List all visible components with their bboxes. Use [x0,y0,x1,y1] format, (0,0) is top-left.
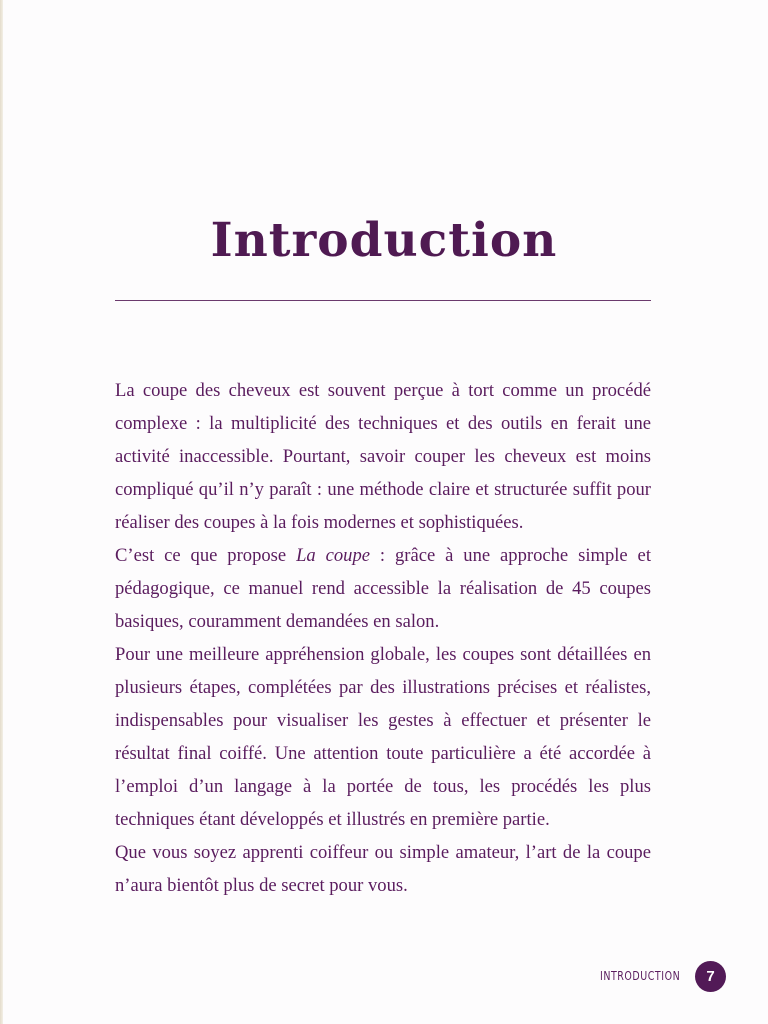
paragraph-1-text: La coupe des cheveux est souvent perçue à tort comme un procédé complexe : la multiplicité des techniques et des outils en ferait une activité inaccessible. Pourtant, savoir couper les cheveux est moins compliqué qu’il n’y paraît : une méthode claire et structurée suffit pour réaliser des coupes à la fois modernes et sophistiquées. [115,380,651,533]
paragraph-2-text-start: C’est ce que propose [115,545,297,566]
page-title: Introduction [210,213,558,268]
body-text [115,374,651,902]
paragraph-4 [115,836,651,902]
paragraph-3 [115,638,651,836]
footer-section-label: INTRODUCTION [600,969,681,983]
paragraph-2-text-end: : grâce à une approche simple et pédagogique, ce manuel rend accessible la réalisation de 45 coupes basiques, couramment demandées en salon. [115,545,651,632]
book-title-italic: La coupe [296,545,371,566]
title-divider [115,300,651,301]
paragraph-3-text: Pour une meilleure appréhension globale, les coupes sont détaillées en plusieurs étapes, complétées par des illustrations précises et réalistes, indispensables pour visualiser les gestes à effectuer et présenter le résultat final coiffé. Une attention toute particulière a été accordée à l’emploi d’un langage à la portée de tous, les procédés les plus techniques étant développés et illustrés en première partie. [115,644,651,830]
page-number-badge [695,961,726,992]
page-number: 7 [706,968,715,985]
paragraph-4-text: Que vous soyez apprenti coiffeur ou simple amateur, l’art de la coupe n’aura bientôt plus de secret pour vous. [115,842,651,896]
paragraph-2 [115,539,651,638]
paragraph-1 [115,374,651,539]
